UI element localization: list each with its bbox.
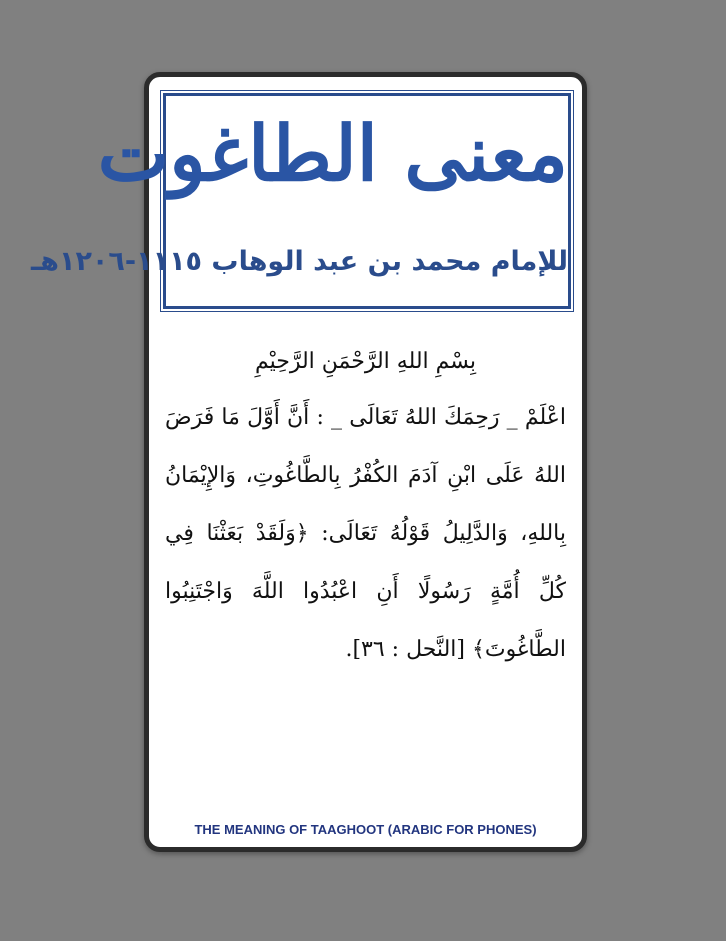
cover-author-line: للإمام محمد بن عبد الوهاب ١١١٥-١٢٠٦هـ — [31, 246, 568, 277]
cover-title: معنى الطاغوت — [97, 109, 568, 198]
cover-title-frame — [31, 93, 571, 309]
document-page — [31, 72, 587, 852]
footer-caption: THE MEANING OF TAAGHOOT (ARABIC FOR PHONES) — [194, 822, 537, 837]
basmala-heading: بِسْمِ اللهِ الرَّحْمَنِ الرَّحِيْمِ — [254, 349, 477, 374]
body-paragraph: اعْلَمْ _ رَحِمَكَ اللهُ تَعَالَى _ : أَنَّ أَوَّلَ مَا فَرَضَ اللهُ عَلَى ابْنِ آدَمَ الكُفْرُ بِالطَّاغُوتِ، وَالإِيْمَانُ بِاللهِ، وَالدَّلِيلُ قَوْلُهُ تَعَالَى: ﴿وَلَقَدْ بَعَثْنَا فِي كُلِّ أُمَّةٍ رَسُولًا أَنِ اعْبُدُوا اللَّهَ وَاجْتَنِبُوا الطَّاغُوتَ﴾ [النَّحل : ٣٦]. — [165, 405, 566, 662]
